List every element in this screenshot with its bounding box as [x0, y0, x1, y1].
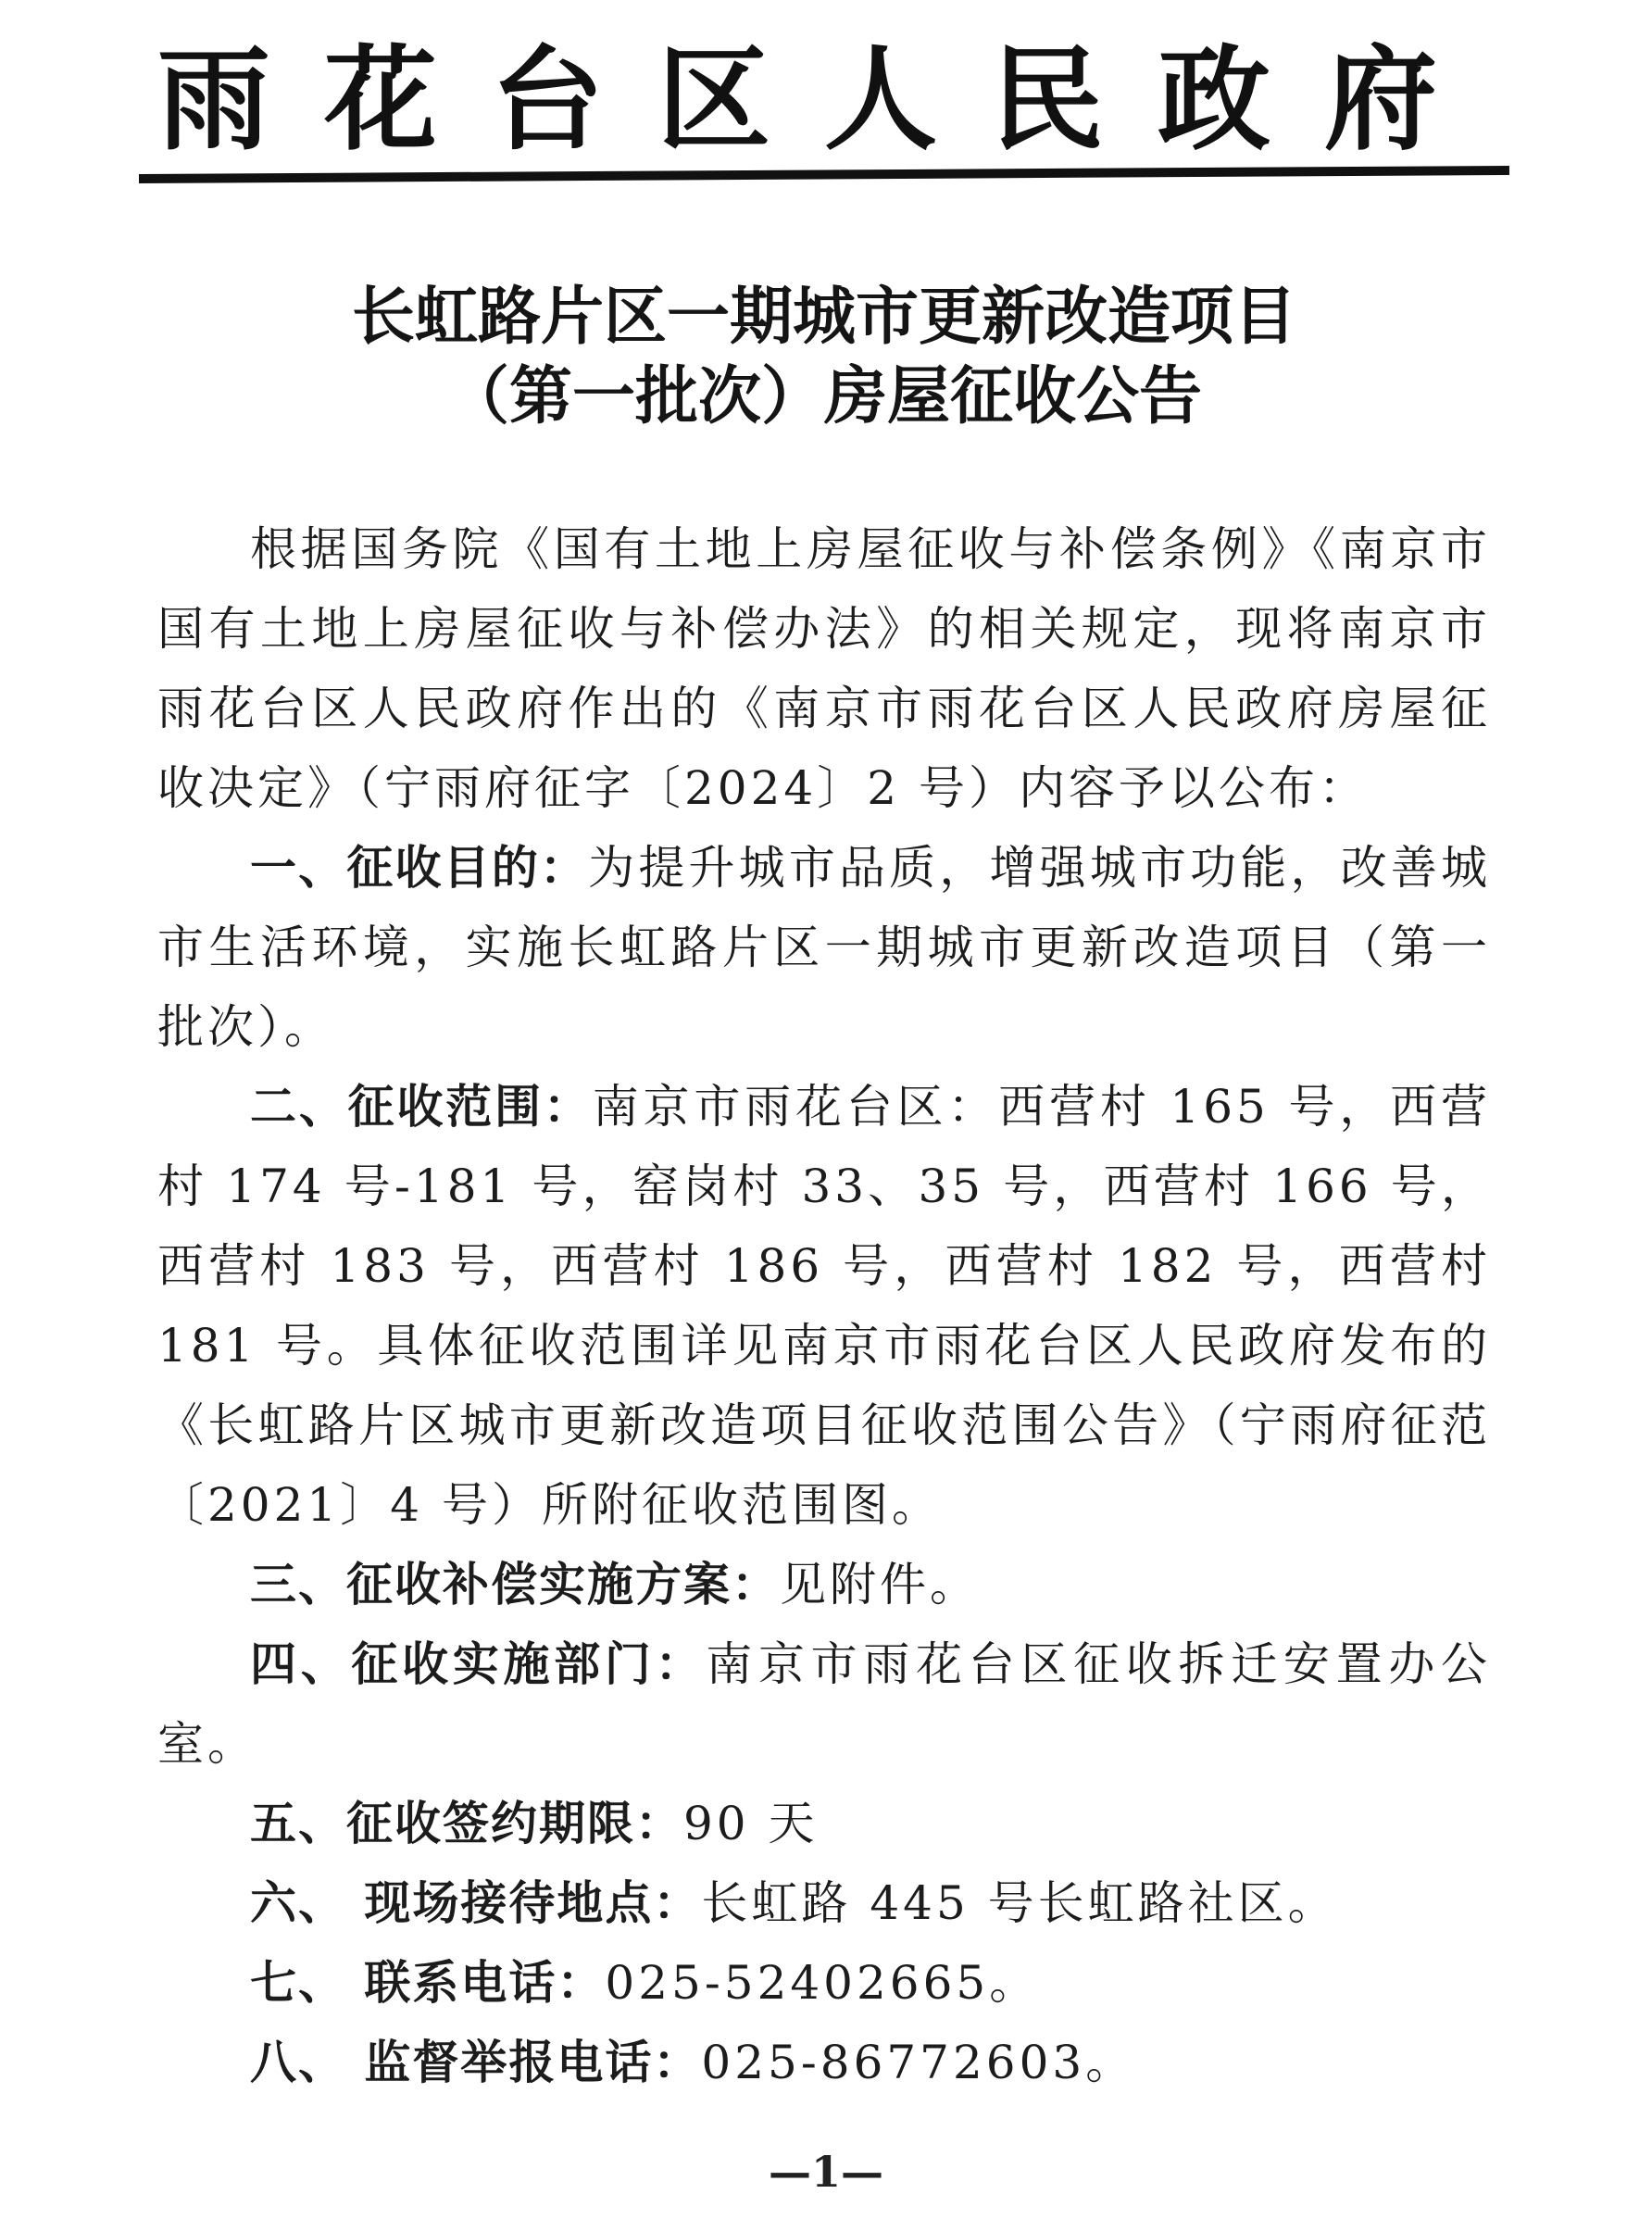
- section-label: 八、 监督举报电话：: [250, 2036, 702, 2089]
- section-reception-site: [157, 1863, 1491, 1943]
- section-report-phone: [157, 2023, 1491, 2102]
- section-text: 南京市雨花台区：西营村 165 号，西营村 174 号-181 号，窑岗村 33、35 号，西营村 166 号，西营村 183 号，西营村 186 号，西营村 182 号，西营村 181 号。具体征收范围详见南京市雨花台区人民政府发布的《长虹路片区城市更新改造项目征收范围公告》（宁雨府征范〔2021〕4 号）所附征收范围图。: [157, 1080, 1491, 1532]
- section-scope: [157, 1067, 1491, 1545]
- section-label: 三、征收补偿实施方案：: [250, 1558, 780, 1611]
- section-text: 长虹路 445 号长虹路社区。: [701, 1876, 1338, 1930]
- section-signing-period: [157, 1784, 1491, 1863]
- section-label: 五、征收签约期限：: [250, 1797, 683, 1850]
- section-text: 南京市雨花台区征收拆迁安置办公室。: [157, 1637, 1492, 1771]
- intro-paragraph: 根据国务院《国有土地上房屋征收与补偿条例》《南京市国有土地上房屋征收与补偿办法》的相关规定，现将南京市雨花台区人民政府作出的《南京市雨花台区人民政府房屋征收决定》（宁雨府征字〔2024〕2 号）内容予以公布：: [157, 522, 1491, 815]
- section-text: 025-52402665。: [605, 1956, 1040, 2010]
- section-label: 四、征收实施部门：: [250, 1637, 707, 1691]
- section-label: 六、 现场接待地点：: [250, 1876, 702, 1930]
- section-text: 为提升城市品质，增强城市功能，改善城市生活环境，实施长虹路片区一期城市更新改造项目（第一批次）。: [157, 841, 1492, 1054]
- section-label: 七、 联系电话：: [250, 1956, 606, 2010]
- section-department: [157, 1624, 1491, 1784]
- section-purpose: [157, 828, 1491, 1067]
- section-label: 一、征收目的：: [250, 841, 589, 895]
- section-label: 二、征收范围：: [250, 1080, 593, 1134]
- issuing-authority-header: 雨花台区人民政府: [157, 34, 1491, 166]
- section-compensation-plan: [157, 1545, 1491, 1624]
- section-contact-phone: [157, 1943, 1491, 2023]
- page-number: —1—: [768, 2147, 883, 2197]
- section-text: 025-86772603。: [701, 2036, 1136, 2089]
- section-text: 90 天: [683, 1797, 819, 1850]
- section-text: 见附件。: [780, 1558, 980, 1611]
- document-title-line-2: （第一批次）房屋征收公告: [445, 360, 1202, 433]
- document-title-line-1: 长虹路片区一期城市更新改造项目: [351, 281, 1296, 354]
- document-body: [157, 509, 1491, 2102]
